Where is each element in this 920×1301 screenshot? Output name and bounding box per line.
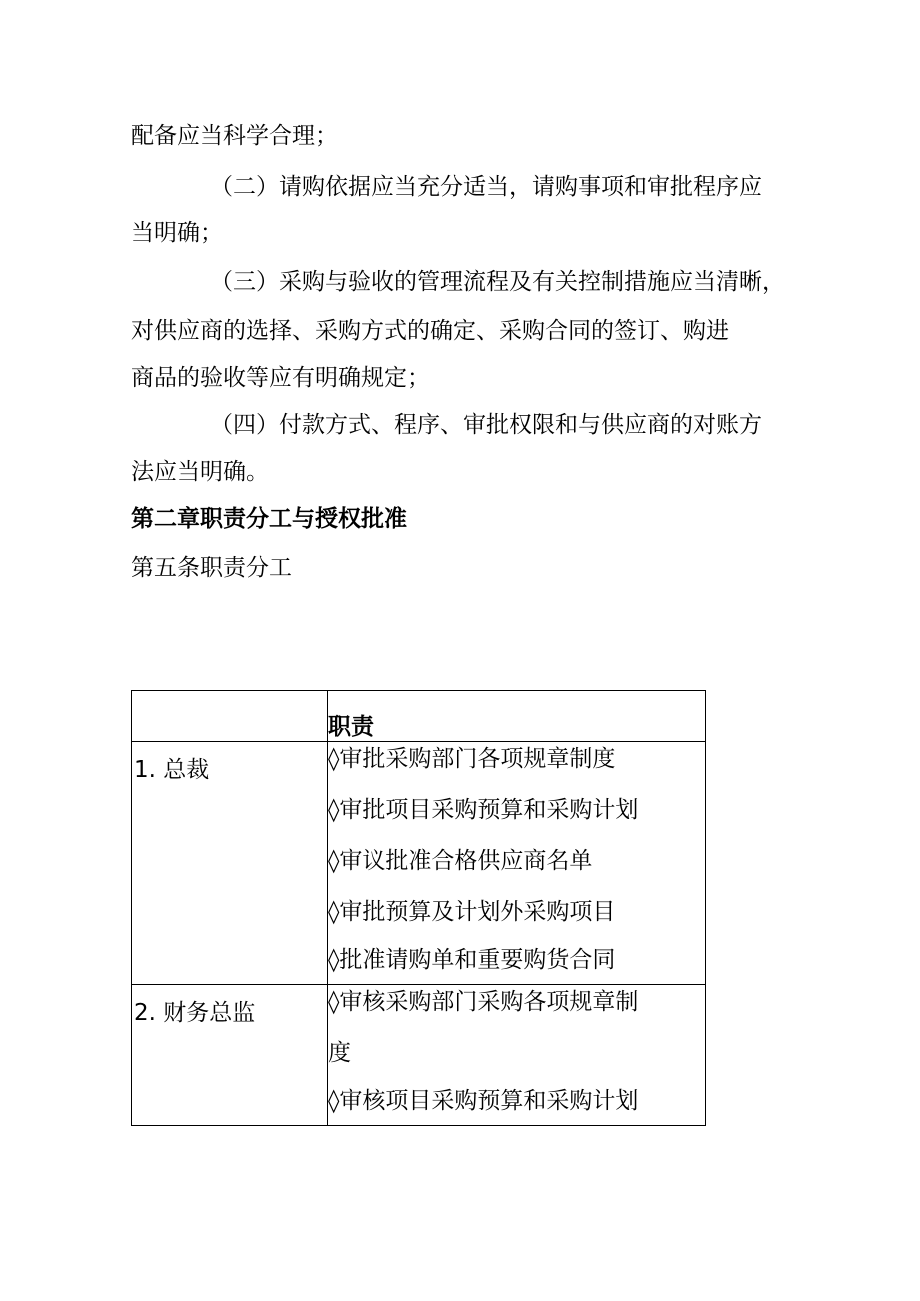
paragraph-line: 配备应当科学合理； bbox=[131, 123, 338, 149]
paragraph-line: 商品的验收等应有明确规定； bbox=[131, 365, 430, 391]
duty-item: ◊审核项目采购预算和采购计划 bbox=[328, 1088, 639, 1114]
duty-item: ◊审议批准合格供应商名单 bbox=[328, 848, 593, 874]
duty-item: ◊审核采购部门采购各项规章制 bbox=[328, 989, 639, 1015]
paragraph-line: （四）付款方式、程序、审批权限和与供应商的对账方 bbox=[210, 412, 762, 438]
table-row bbox=[132, 742, 706, 985]
role-cell: 2. 财务总监 bbox=[132, 985, 328, 1126]
article-title: 第五条职责分工 bbox=[131, 555, 292, 581]
header-role-cell bbox=[132, 691, 328, 742]
header-duty-cell bbox=[328, 691, 706, 742]
paragraph-line: （三）采购与验收的管理流程及有关控制措施应当清晰， bbox=[210, 269, 785, 295]
duty-table bbox=[131, 690, 706, 1126]
paragraph-line: 法应当明确。 bbox=[131, 459, 269, 485]
header-duty-label: 职责 bbox=[328, 714, 374, 740]
table-row bbox=[132, 985, 706, 1126]
table-header-row bbox=[132, 691, 706, 742]
duty-item: ◊审批采购部门各项规章制度 bbox=[328, 746, 616, 772]
duty-item: 度 bbox=[328, 1040, 351, 1066]
paragraph-line: （二）请购依据应当充分适当，请购事项和审批程序应 bbox=[210, 174, 762, 200]
duty-cell bbox=[328, 742, 706, 985]
duty-item: ◊批准请购单和重要购货合同 bbox=[328, 947, 616, 973]
chapter-title: 第二章职责分工与授权批准 bbox=[131, 506, 407, 532]
paragraph-line: 对供应商的选择、采购方式的确定、采购合同的签订、购进 bbox=[131, 318, 729, 344]
role-cell: 1. 总裁 bbox=[132, 742, 328, 985]
paragraph-line: 当明确； bbox=[131, 220, 223, 246]
duty-cell bbox=[328, 985, 706, 1126]
duty-item: ◊审批预算及计划外采购项目 bbox=[328, 899, 616, 925]
duty-item: ◊审批项目采购预算和采购计划 bbox=[328, 797, 639, 823]
